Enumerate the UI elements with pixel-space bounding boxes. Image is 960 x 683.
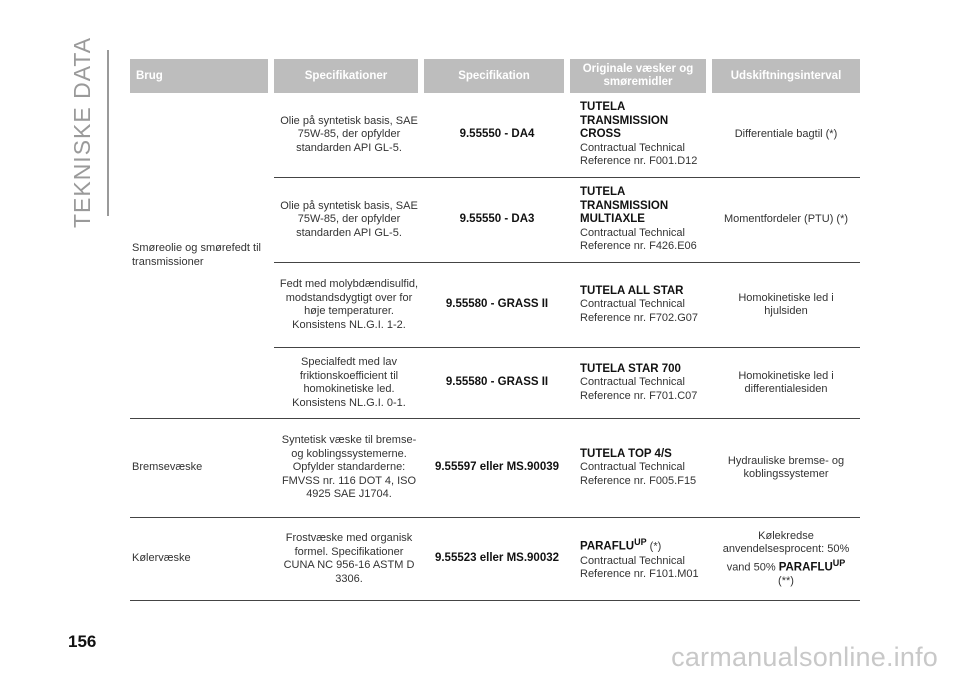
header-specification: Specifikation: [424, 59, 570, 93]
use-cell: Kølervæske: [130, 518, 274, 601]
code-cell: 9.55580 - GRASS II: [424, 348, 570, 419]
use-cell: Smøreolie og smørefedt til transmissioner: [130, 93, 274, 419]
section-title: [64, 36, 102, 228]
code-cell: 9.55597 eller MS.90039: [424, 419, 570, 518]
table-row: [130, 93, 860, 178]
section-title-text: TEKNISKE DATA: [69, 36, 96, 228]
code-cell: 9.55550 - DA4: [424, 93, 570, 178]
interval-cell: Homokinetiske led i differentialesiden: [712, 348, 860, 419]
fluid-brand: TUTELA STAR 700: [580, 362, 681, 375]
interval-brand: PARAFLU: [778, 561, 833, 574]
table-row: [130, 518, 860, 601]
interval-cell: Hydrauliske bremse- og koblingssystemer: [712, 419, 860, 518]
interval-cell: Momentfordeler (PTU) (*): [712, 178, 860, 263]
fluid-brand: TUTELA TRANSMISSION CROSS: [580, 101, 669, 141]
use-cell: Bremsevæske: [130, 419, 274, 518]
spec-cell: Specialfedt med lav friktionskoefficient til homokinetiske led. Konsistens NL.G.I. 0-1.: [274, 348, 424, 419]
fluid-brand: TUTELA TOP 4/S: [580, 447, 672, 460]
header-use: Brug: [130, 59, 274, 93]
fluid-reference: Contractual Technical Reference nr. F001.D12: [580, 141, 698, 168]
spec-cell: Olie på syntetisk basis, SAE 75W-85, der opfylder standarden API GL-5.: [274, 178, 424, 263]
fluid-brand-superscript: UP: [634, 537, 647, 548]
fluid-cell: [570, 419, 712, 518]
table-row: [130, 419, 860, 518]
fluid-cell: [570, 263, 712, 348]
header-original-fluids: Originale væsker og smøremidler: [570, 59, 712, 93]
fluid-reference: Contractual Technical Reference nr. F101.M01: [580, 554, 699, 581]
watermark: carmanualsonline.info: [671, 642, 938, 672]
fluid-brand: PARAFLU: [580, 541, 635, 554]
fluid-brand: TUTELA TRANSMISSION MULTIAXLE: [580, 186, 669, 226]
fluid-cell: [570, 178, 712, 263]
fluid-reference: Contractual Technical Reference nr. F701.C07: [580, 376, 698, 402]
interval-cell: [712, 518, 860, 601]
spec-cell: Olie på syntetisk basis, SAE 75W-85, der opfylder standarden API GL-5.: [274, 93, 424, 178]
spec-cell: Frostvæske med organisk formel. Specifikationer CUNA NC 956-16 ASTM D 3306.: [274, 518, 424, 601]
fluid-brand-line: [580, 536, 708, 554]
spec-cell: Fedt med molybdændisulfid, modstandsdygtigt over for høje temperaturer. Konsistens NL.G.I. 1-2.: [274, 263, 424, 348]
interval-text: Kølekredse anvendelsesprocent: 50% vand 50%: [722, 529, 850, 574]
code-cell: 9.55580 - GRASS II: [424, 263, 570, 348]
lubricants-table: [130, 59, 860, 601]
interval-brand-superscript: UP: [832, 557, 846, 568]
fluid-cell: [570, 348, 712, 419]
fluid-brand: TUTELA ALL STAR: [580, 284, 684, 297]
page-number: 156: [68, 632, 97, 651]
code-cell: 9.55523 eller MS.90032: [424, 518, 570, 601]
code-cell: 9.55550 - DA3: [424, 178, 570, 263]
fluid-reference: Contractual Technical Reference nr. F702.G07: [580, 298, 699, 324]
section-divider: [107, 50, 109, 216]
fluid-note: (*): [646, 541, 662, 554]
header-specifications: Specifikationer: [274, 59, 424, 93]
interval-cell: Differentiale bagtil (*): [712, 93, 860, 178]
fluid-cell: [570, 518, 712, 601]
fluid-cell: [570, 93, 712, 178]
interval-cell: Homokinetiske led i hjulsiden: [712, 263, 860, 348]
interval-note: (**): [778, 574, 794, 587]
table-header-row: [130, 59, 860, 93]
fluid-reference: Contractual Technical Reference nr. F005.F15: [580, 461, 697, 487]
fluid-reference: Contractual Technical Reference nr. F426.E06: [580, 226, 697, 253]
header-interval: Udskiftningsinterval: [712, 59, 860, 93]
spec-cell: Syntetisk væske til bremse- og koblingssystemerne. Opfylder standarderne: FMVSS nr. 116 DOT 4, ISO 4925 SAE J1704.: [274, 419, 424, 518]
